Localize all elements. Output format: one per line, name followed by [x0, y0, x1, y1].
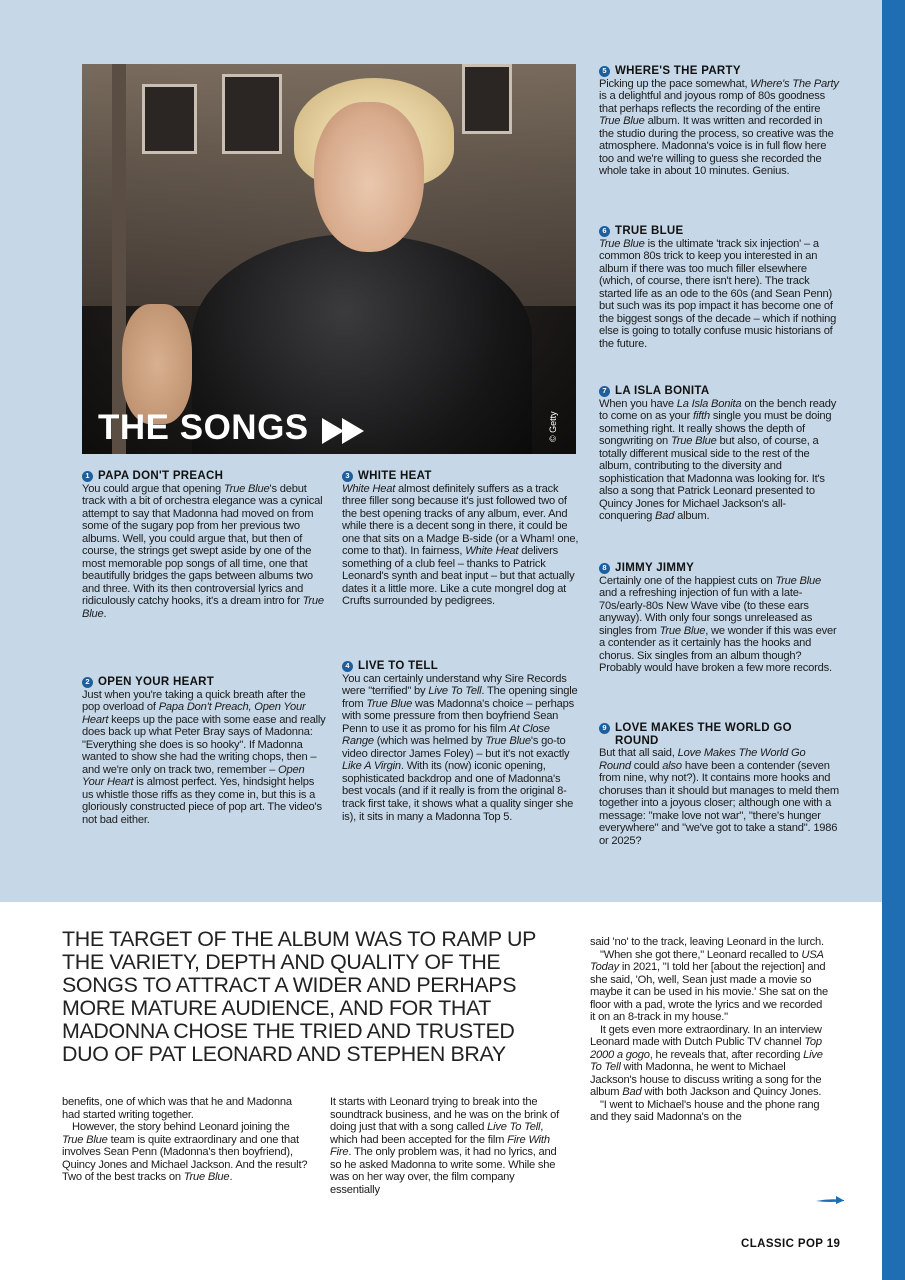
text-run: It gets even more extraordinary. In an interview Leonard made with Dutch Public TV channel — [590, 1023, 822, 1048]
text-run: "I went to Michael's house and the phone rang and they said Madonna's on the — [590, 1098, 820, 1123]
italic-text: Live To Tell — [590, 1048, 823, 1073]
text-run: . — [103, 607, 107, 620]
text-run: in 2021, "I told her [about the rejection] and she said, 'Oh, well, Sean just made a movie so maybe it can be used in his movie.' She sat on the floor with a pad, wrote the lyrics and we recorded it on an 8-track in my house." — [590, 961, 828, 1023]
italic-text: True Blue — [599, 237, 645, 250]
track-title: LIVE TO TELL — [358, 660, 439, 672]
italic-text: Where's The Party — [750, 77, 839, 90]
text-run: . With its (now) iconic opening, sophisticated backdrop and one of Madonna's best vocals (and if it really is from the original 8-track first take, it shows what a quality singer she is), it sits in many a Madonna Top 5. — [342, 760, 574, 823]
italic-text: Fire With Fire — [330, 1133, 550, 1158]
track-entry — [82, 676, 326, 827]
track-title: WHITE HEAT — [358, 470, 432, 482]
article-column-2 — [330, 1096, 565, 1196]
text-run: delivers something of a club feel – thanks to Patrick Leonard's synth and beat input – but that actually dates it a little more. Like a cute mongrel dog at Crufts surrounded by pedigrees. — [342, 545, 575, 608]
text-run: , which had been accepted for the film — [330, 1121, 544, 1146]
track-heading — [599, 722, 839, 747]
text-run: . The only problem was, it had no lyrics, and so he asked Madonna to write some. While she was on her way over, the film company essentially — [330, 1146, 557, 1196]
track-entry — [599, 722, 839, 847]
track-description — [342, 673, 582, 824]
italic-text: True Blue — [82, 595, 324, 620]
italic-text: Live To Tell — [487, 1121, 541, 1133]
text-run: single you must be doing something right. It really shows the depth of songwriting on — [599, 410, 832, 448]
text-run: is almost perfect. Yes, hindsight helps us whistle those riffs as they come in, but this is a gloriously constructed piece of pop art. The video's not bad either. — [82, 776, 322, 826]
track-number-badge: 8 — [599, 563, 610, 574]
italic-text: True Blue — [366, 697, 413, 710]
track-heading — [599, 562, 839, 575]
text-run: It starts with Leonard trying to break into the soundtrack business, and he was on the brink of doing just that with a song called — [330, 1096, 560, 1133]
italic-text: Bad — [622, 1086, 642, 1098]
track-heading — [82, 676, 326, 689]
article-paragraph — [590, 1024, 830, 1099]
magazine-name: CLASSIC POP — [741, 1238, 824, 1250]
track-heading — [342, 470, 582, 483]
page-number: 19 — [826, 1238, 841, 1250]
track-number-badge: 3 — [342, 471, 353, 482]
article-paragraph — [590, 1099, 830, 1124]
italic-text: Live To Tell — [428, 685, 482, 698]
track-description — [82, 689, 326, 827]
track-number-badge: 6 — [599, 226, 610, 237]
track-title: TRUE BLUE — [615, 225, 684, 237]
track-description — [599, 238, 839, 351]
text-run: benefits, one of which was that he and Madonna had started writing together. — [62, 1096, 292, 1121]
track-number-badge: 9 — [599, 723, 610, 734]
text-run: Certainly one of the happiest cuts on — [599, 574, 776, 587]
article-paragraph — [590, 936, 830, 949]
text-run: album. — [674, 510, 710, 523]
italic-text: True Blue — [183, 1171, 230, 1183]
track-description — [599, 398, 839, 523]
track-entry — [342, 660, 582, 823]
track-title: OPEN YOUR HEART — [98, 676, 215, 688]
track-heading — [599, 385, 839, 398]
text-run: with Madonna, he went to Michael Jackson's house to discuss writing a song for the album — [590, 1061, 822, 1098]
text-run: is the ultimate 'track six injection' – a common 80s trick to keep you interested in an album if there was too much filler elsewhere (which, of course, there isn't here). The track started life as an ode to the 60s (and Sean Penn) but such was its pop impact it has become one of the biggest songs of the decade – which if nothing else is going to totally confuse music historians of the future. — [599, 237, 837, 350]
italic-text: True Blue — [670, 435, 717, 448]
track-title: JIMMY JIMMY — [615, 562, 695, 574]
text-run: . — [229, 1171, 233, 1183]
article-paragraph — [62, 1096, 312, 1121]
track-title: LA ISLA BONITA — [615, 385, 710, 397]
text-run: You can certainly understand why Sire Records were "terrified" by — [342, 672, 567, 698]
page-footer — [741, 1238, 840, 1250]
page-edge-bar — [882, 0, 905, 1280]
photo-window — [222, 74, 282, 154]
madonna-photo — [82, 64, 576, 454]
italic-text: Bad — [655, 510, 675, 523]
track-description — [599, 575, 839, 675]
text-run: However, the story behind Leonard joining the — [72, 1121, 290, 1133]
text-run: 's debut track with a bit of orchestra elegance was a cynical attempt to say that Madonna had moved on from some of the sugary pop from her previous two albums. Well, you could argue that, but then of course, the strings get swept aside by one of the most memorable pop songs of all time, one that beautifully bridges the gaps between albums two and three. With its then controversial lyrics and ridiculously catchy hooks, it's a dream intro for — [82, 482, 323, 608]
italic-text: True Blue — [485, 735, 531, 748]
text-run: album. It was written and recorded in the studio during the process, so creative was the atmosphere. Madonna's voice is in full flow here too and we're willing to guess she recorded the whole take in about 10 minutes. Genius. — [599, 115, 834, 178]
track-description — [342, 483, 582, 608]
italic-text: True Blue — [62, 1133, 108, 1146]
track-number-badge: 7 — [599, 386, 610, 397]
track-number-badge: 5 — [599, 66, 610, 77]
italic-text: Open Your Heart — [82, 763, 305, 789]
italic-text: True Blue — [599, 115, 645, 128]
track-heading — [82, 470, 326, 483]
article-column-3 — [590, 936, 830, 1124]
italic-text: Like A Virgin — [342, 760, 401, 773]
text-run: almost definitely suffers as a track three filler song because it's just followed two of the best opening tracks of any album, ever. And while there is a decent song in there, it could be one that sits on a Madge B-side (or a Wham! one, come to that). In fairness, — [342, 482, 579, 558]
photo-face — [314, 102, 424, 252]
article-paragraph — [590, 949, 830, 1024]
text-run: but also, of course, a totally different musical side to the rest of the album, contributing to the diversity and sophistication that Madonna was looking for. It's also a song that Patrick Leonard presented to Quincy Jones for Michael Jackson's all-conquering — [599, 435, 825, 523]
text-run: Just when you're taking a quick breath after the pop overload of — [82, 688, 306, 714]
track-heading — [599, 65, 839, 78]
italic-text: White Heat — [465, 545, 519, 558]
text-run: team is quite extraordinary and one that involves Sean Penn (Madonna's then boyfriend), Quincy Jones and Michael Jackson. And the result? Two of the best tracks on — [62, 1133, 308, 1183]
italic-text: True Blue — [223, 482, 270, 495]
text-run: keeps up the pace with some ease and really does back up what Peter Bray says of Madonna: "Everything she does is so hooky". If Madonna wanted to show she had the writing chops, then – and we're only on track two, remember – — [82, 713, 326, 776]
article-paragraph — [62, 1121, 312, 1184]
italic-text: USA Today — [590, 948, 824, 973]
italic-text: Love Makes The World Go Round — [599, 747, 806, 772]
text-run: with both Jackson and Quincy Jones. — [641, 1086, 822, 1098]
italic-text: La Isla Bonita — [676, 397, 742, 410]
track-entry — [599, 65, 839, 178]
text-run: . The opening single from — [342, 685, 578, 710]
article-paragraph — [330, 1096, 565, 1196]
pull-quote: THE TARGET OF THE ALBUM WAS TO RAMP UP THE VARIETY, DEPTH AND QUALITY OF THE SONGS TO ATTRACT A WIDER AND PERHAPS MORE MATURE AUDIENCE, AND FOR THAT MADONNA CHOSE THE TRIED AND TRUSTED DUO OF PAT LEONARD AND STEPHEN BRAY — [62, 927, 536, 1066]
track-entry — [599, 385, 839, 523]
continue-arrow-icon — [816, 1195, 844, 1205]
text-run: 's go-to video director James Foley) – but it's not exactly — [342, 735, 570, 760]
track-entry — [599, 225, 839, 350]
article-column-1 — [62, 1096, 312, 1184]
track-number-badge: 4 — [342, 661, 353, 672]
photo-window — [142, 84, 197, 154]
text-run: "When she got there," Leonard recalled to — [600, 948, 802, 961]
track-description — [599, 747, 839, 847]
track-title: LOVE MAKES THE WORLD GO ROUND — [615, 722, 792, 747]
italic-text: Top 2000 a gogo — [590, 1036, 822, 1061]
track-title: PAPA DON'T PREACH — [98, 470, 224, 482]
text-run: Picking up the pace somewhat, — [599, 77, 751, 90]
track-description — [599, 78, 839, 178]
text-run: When you have — [599, 397, 677, 410]
text-run: could — [630, 759, 663, 772]
text-run: have been a contender (seven from nine, why not?). It contains more hooks and choruses than it should but manages to meld them together into a joyous closer; although one with a message: "make love not war", "there's hunger everywhere" and "we've got to take a stand". 1986 or 2025? — [599, 759, 839, 847]
italic-text: Papa Don't Preach, Open Your Heart — [82, 701, 306, 726]
track-heading — [599, 225, 839, 238]
text-run: was Madonna's choice – perhaps with some pressure from then boyfriend Sean Penn to use it as promo for his film — [342, 697, 574, 735]
text-run: (which was helmed by — [373, 735, 486, 748]
text-run: But that all said, — [599, 747, 678, 759]
track-title: WHERE'S THE PARTY — [615, 65, 741, 77]
track-entry — [342, 470, 582, 608]
track-heading — [342, 660, 582, 673]
italic-text: At Close Range — [342, 722, 550, 748]
italic-text: True Blue — [775, 574, 822, 587]
section-heading: THE SONGS — [98, 408, 309, 447]
track-description — [82, 483, 326, 621]
text-run: , we wonder if this was ever a contender as it certainly has the hooks and chorus. Six singles from an album though? Probably would have broken a few more records. — [599, 624, 837, 675]
italic-text: White Heat — [342, 482, 396, 495]
photo-hand — [122, 304, 192, 424]
text-run: and a refreshing injection of fun with a late-70s/early-80s New Wave vibe (to these ears anyway). With only four songs unreleased as singles from — [599, 587, 813, 637]
track-entry — [599, 562, 839, 675]
photo-credit: © Getty — [548, 411, 558, 442]
text-run: , he reveals that, after recording — [649, 1048, 804, 1061]
fast-forward-icon — [320, 416, 368, 446]
text-run: said 'no' to the track, leaving Leonard in the lurch. — [590, 936, 824, 948]
text-run: You could argue that opening — [82, 482, 224, 495]
track-number-badge: 1 — [82, 471, 93, 482]
italic-text: fifth — [693, 410, 711, 423]
text-run: is a delightful and joyous romp of 80s goodness that perhaps reflects the recording of the entire — [599, 90, 825, 115]
text-run: on the bench ready to come on as your — [599, 397, 837, 423]
italic-text: True Blue — [659, 624, 706, 637]
photo-window — [462, 64, 512, 134]
track-number-badge: 2 — [82, 677, 93, 688]
track-entry — [82, 470, 326, 621]
italic-text: also — [662, 759, 682, 772]
